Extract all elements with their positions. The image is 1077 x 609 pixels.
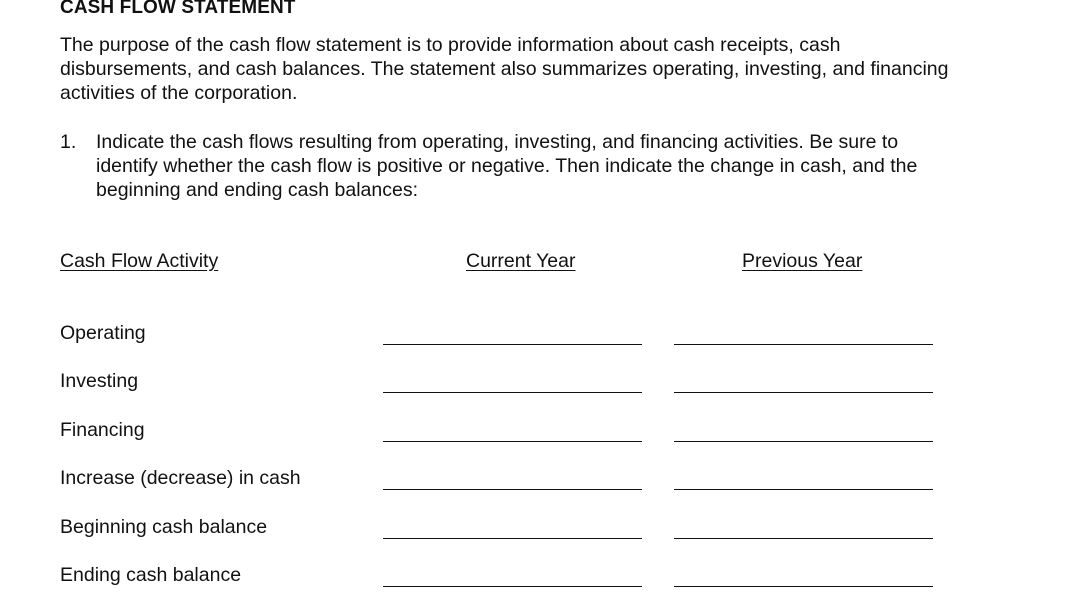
question-text bbox=[96, 130, 917, 202]
intro-line: disbursements, and cash balances. The statement also summarizes operating, investing, and financing bbox=[60, 58, 949, 80]
row-label: Increase (decrease) in cash bbox=[60, 467, 301, 489]
blank-current-year-investing[interactable] bbox=[383, 392, 642, 393]
question-line: identify whether the cash flow is positive or negative. Then indicate the change in cash, and the bbox=[96, 155, 918, 177]
blank-current-year-beginning-balance[interactable] bbox=[383, 538, 642, 539]
row-financing bbox=[0, 419, 1077, 459]
blank-current-year-operating[interactable] bbox=[383, 344, 642, 345]
row-ending-balance bbox=[0, 564, 1077, 604]
blank-previous-year-increase-decrease[interactable] bbox=[674, 489, 933, 490]
intro-line: activities of the corporation. bbox=[60, 82, 298, 104]
row-beginning-balance bbox=[0, 516, 1077, 556]
row-label: Financing bbox=[60, 419, 145, 441]
row-label: Operating bbox=[60, 322, 146, 344]
row-investing bbox=[0, 370, 1077, 410]
intro-paragraph bbox=[60, 33, 1020, 105]
blank-previous-year-financing[interactable] bbox=[674, 441, 933, 442]
row-increase-decrease bbox=[0, 467, 1077, 507]
blank-previous-year-investing[interactable] bbox=[674, 392, 933, 393]
blank-current-year-financing[interactable] bbox=[383, 441, 642, 442]
row-label: Ending cash balance bbox=[60, 564, 242, 586]
question-line: Indicate the cash flows resulting from operating, investing, and financing activities. Be sure to bbox=[96, 131, 899, 153]
question-line: beginning and ending cash balances: bbox=[96, 179, 419, 201]
blank-current-year-increase-decrease[interactable] bbox=[383, 489, 642, 490]
row-operating bbox=[0, 322, 1077, 362]
blank-current-year-ending-balance[interactable] bbox=[383, 586, 642, 587]
intro-line: The purpose of the cash flow statement is to provide information about cash receipts, cash bbox=[60, 34, 841, 56]
blank-previous-year-ending-balance[interactable] bbox=[674, 586, 933, 587]
column-header-current-year: Current Year bbox=[466, 250, 576, 272]
column-header-previous-year: Previous Year bbox=[742, 250, 863, 272]
question-number: 1. bbox=[60, 131, 77, 153]
blank-previous-year-operating[interactable] bbox=[674, 344, 933, 345]
row-label: Investing bbox=[60, 370, 139, 392]
page-title: CASH FLOW STATEMENT bbox=[60, 0, 296, 18]
row-label: Beginning cash balance bbox=[60, 516, 268, 538]
blank-previous-year-beginning-balance[interactable] bbox=[674, 538, 933, 539]
column-header-activity: Cash Flow Activity bbox=[60, 250, 219, 272]
